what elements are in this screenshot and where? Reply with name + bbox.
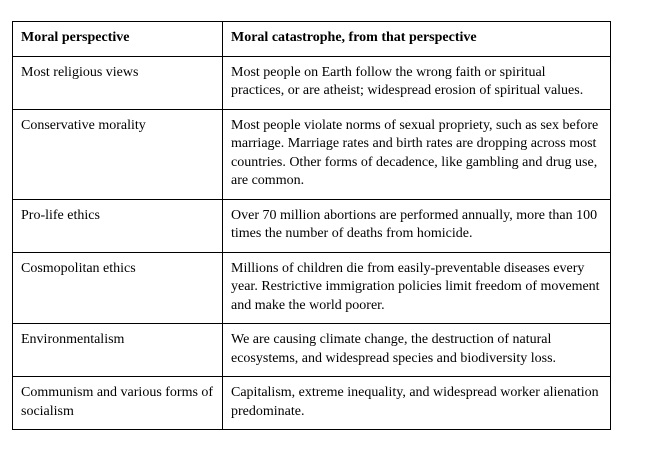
catastrophe-cell: Most people on Earth follow the wrong faith or spiritual practices, or are atheist; widespread erosion of spiritual values. [223, 56, 611, 109]
catastrophe-cell: Capitalism, extreme inequality, and widespread worker alienation predominate. [223, 377, 611, 430]
catastrophe-cell: Over 70 million abortions are performed annually, more than 100 times the number of deaths from homicide. [223, 199, 611, 252]
perspective-cell: Pro-life ethics [13, 199, 223, 252]
header-moral-perspective: Moral perspective [13, 22, 223, 57]
header-row [13, 22, 611, 57]
perspective-cell: Most religious views [13, 56, 223, 109]
catastrophe-cell: We are causing climate change, the destruction of natural ecosystems, and widespread species and biodiversity loss. [223, 324, 611, 377]
table-row [13, 56, 611, 109]
table-row [13, 324, 611, 377]
table-row [13, 377, 611, 430]
perspective-cell: Communism and various forms of socialism [13, 377, 223, 430]
table-row [13, 252, 611, 324]
header-moral-catastrophe: Moral catastrophe, from that perspective [223, 22, 611, 57]
table-row [13, 199, 611, 252]
moral-perspectives-table [12, 21, 611, 430]
perspective-cell: Cosmopolitan ethics [13, 252, 223, 324]
perspective-cell: Conservative morality [13, 109, 223, 199]
perspective-cell: Environmentalism [13, 324, 223, 377]
catastrophe-cell: Millions of children die from easily-preventable diseases every year. Restrictive immigration policies limit freedom of movement and make the world poorer. [223, 252, 611, 324]
table-row [13, 109, 611, 199]
catastrophe-cell: Most people violate norms of sexual propriety, such as sex before marriage. Marriage rates and birth rates are dropping across most countries. Other forms of decadence, like gambling and drug use, are common. [223, 109, 611, 199]
